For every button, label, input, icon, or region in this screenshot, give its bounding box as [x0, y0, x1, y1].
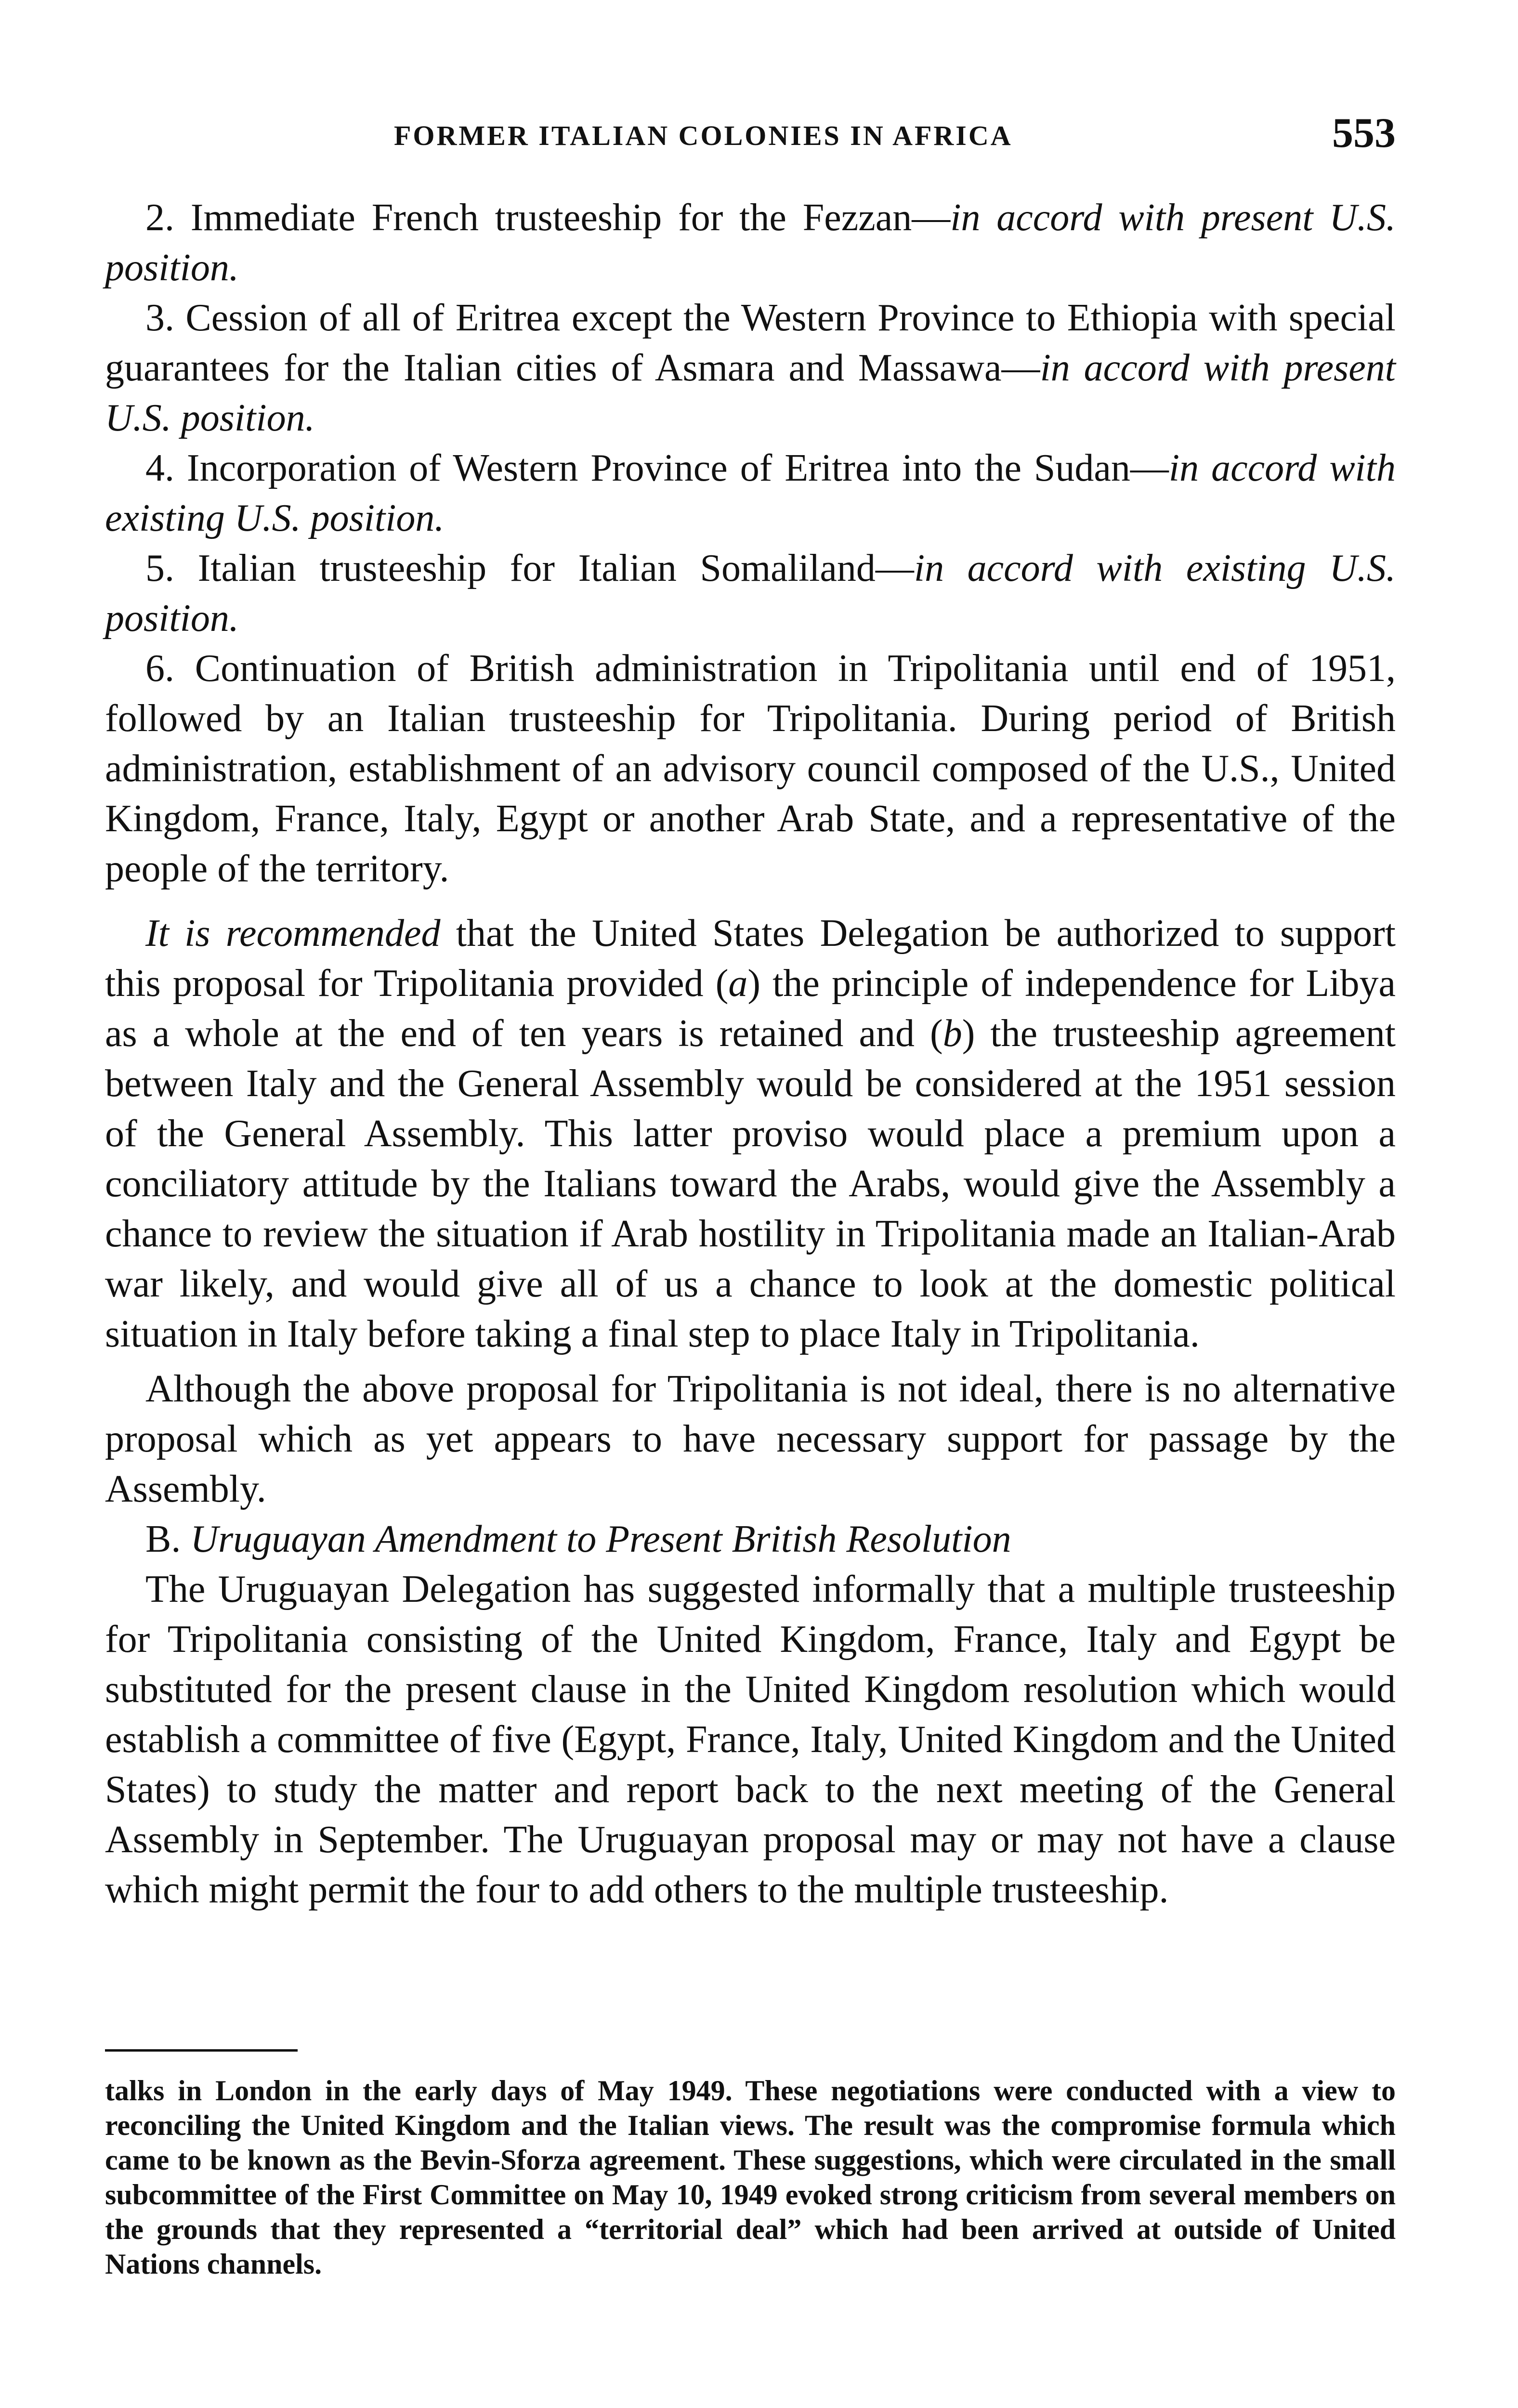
- page-number: 553: [1332, 110, 1396, 157]
- footnote: [105, 2073, 1396, 2281]
- recommendation-paragraph: It is recommended that the United States Delegation be authorized to support this proposal for Tripolitania provided (a) the principle of independence for Libya as a whole at the end of ten years is retained and (b) the trusteeship agreement between Italy and the General Assembly would be considered at the 1951 session of the General Assembly. This latter proviso would place a premium upon a conciliatory attitude by the Italians toward the Arabs, would give the Assembly a chance to review the situation if Arab hostility in Tripolitania made an Italian-Arab war likely, and would give all of us a chance to look at the domestic political situation in Italy before taking a final step to place Italy in Tripolitania.: [105, 912, 1396, 1355]
- although-paragraph: Although the above proposal for Tripolitania is not ideal, there is no alternative proposal which as yet appears to have necessary support for passage by the Assembly.: [105, 1368, 1396, 1510]
- footnote-text: talks in London in the early days of May 1949. These negotiations were conducted with a view to reconciling the United Kingdom and the Italian views. The result was the compromise formula which came to be known as the Bevin-Sforza agreement. These suggestions, which were circulated in the small subcommittee of the First Committee on May 10, 1949 evoked strong criticism from several members on the grounds that they represented a “territorial deal” which had been arrived at outside of United Nations channels.: [105, 2075, 1396, 2280]
- list-item: 5. Italian trusteeship for Italian Somaliland—in accord with existing U.S. position.: [105, 547, 1396, 640]
- list-item: 2. Immediate French trusteeship for the Fezzan—in accord with present U.S. position.: [105, 196, 1396, 289]
- page-header: [105, 109, 1396, 167]
- running-title: FORMER ITALIAN COLONIES IN AFRICA: [394, 120, 1013, 151]
- list-item: 3. Cession of all of Eritrea except the Western Province to Ethiopia with special guarantees for the Italian cities of Asmara and Massawa—in accord with present U.S. position.: [105, 297, 1396, 439]
- uruguayan-paragraph: The Uruguayan Delegation has suggested informally that a multiple trusteeship for Tripolitania consisting of the United Kingdom, France, Italy and Egypt be substituted for the present clause in the United Kingdom resolution which would establish a committee of five (Egypt, France, Italy, United Kingdom and the United States) to study the matter and report back to the next meeting of the General Assembly in September. The Uruguayan proposal may or may not have a clause which might permit the four to add others to the multiple trusteeship.: [105, 1568, 1396, 1911]
- footnote-divider: [105, 2049, 298, 2052]
- list-item: 4. Incorporation of Western Province of Eritrea into the Sudan—in accord with existing U.S. position.: [105, 447, 1396, 539]
- list-item: 6. Continuation of British administration in Tripolitania until end of 1951, followed by an Italian trusteeship for Tripolitania. During period of British administration, establishment of an advisory council composed of the U.S., United Kingdom, France, Italy, Egypt or another Arab State, and a representative of the people of the territory.: [105, 647, 1396, 890]
- main-text: [105, 193, 1396, 1915]
- section-heading: B. Uruguayan Amendment to Present British Resolution: [145, 1518, 1011, 1560]
